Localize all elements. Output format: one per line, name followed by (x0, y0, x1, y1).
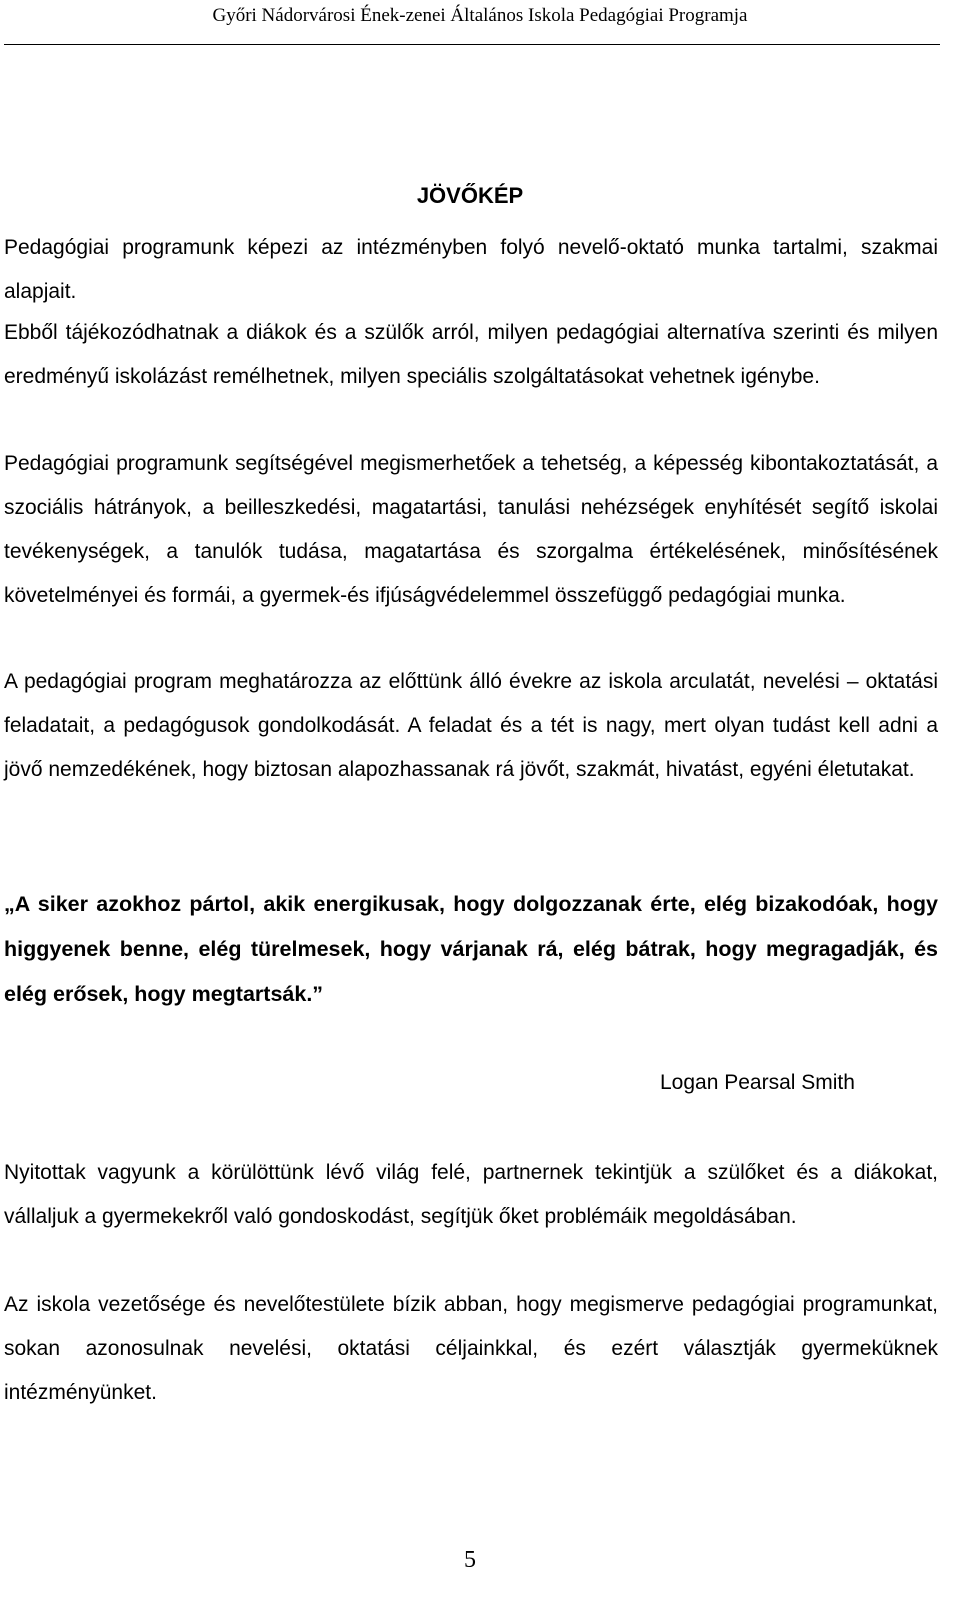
paragraph-1: Pedagógiai programunk képezi az intézményben folyó nevelő-oktató munka tartalmi, szakmai alapjait. (4, 236, 938, 303)
quote-author: Logan Pearsal Smith (660, 1071, 855, 1094)
section-title: JÖVŐKÉP (416, 183, 524, 208)
paragraph-3: Pedagógiai programunk segítségével megismerhetőek a tehetség, a képesség kibontakoztatását, a szociális hátrányok, a beilleszkedési, magatartási, tanulási nehézségek enyhítését segítő iskolai tevékenységek, a tanulók tudása, magatartása és szorgalma értékelésének, minősítésének követelményei és formái, a gyermek-és ifjúságvédelemmel összefüggő pedagógiai munka. (4, 452, 938, 607)
header-divider (4, 44, 940, 45)
page-number: 5 (464, 1547, 476, 1573)
paragraph-4: A pedagógiai program meghatározza az előttünk álló évekre az iskola arculatát, nevelési – oktatási feladatait, a pedagógusok gondolkodását. A feladat és a tét is nagy, mert olyan tudást kell adni a jövő nemzedékének, hogy biztosan alapozhassanak rá jövőt, szakmát, hivatást, egyéni életutakat. (4, 670, 938, 781)
quote: „A siker azokhoz pártol, akik energikusak, hogy dolgozzanak érte, elég bizakodóak, hogy higgyenek benne, elég türelmesek, hogy várjanak rá, elég bátrak, hogy megragadják, és elég erősek, hogy megtartsák.” (4, 892, 938, 1006)
paragraph-6: Az iskola vezetősége és nevelőtestülete bízik abban, hogy megismerve pedagógiai programunkat, sokan azonosulnak nevelési, oktatási céljainkkal, és ezért választják gyermeküknek intézményünket. (4, 1293, 938, 1404)
running-header: Győri Nádorvárosi Ének-zenei Általános Iskola Pedagógiai Programja (212, 5, 748, 26)
paragraph-2: Ebből tájékozódhatnak a diákok és a szülők arról, milyen pedagógiai alternatíva szerinti és milyen eredményű iskolázást remélhetnek, milyen speciális szolgáltatásokat vehetnek igénybe. (4, 321, 938, 388)
paragraph-5: Nyitottak vagyunk a körülöttünk lévő világ felé, partnernek tekintjük a szülőket és a diákokat, vállaljuk a gyermekekről való gondoskodást, segítjük őket problémáik megoldásában. (4, 1161, 938, 1228)
